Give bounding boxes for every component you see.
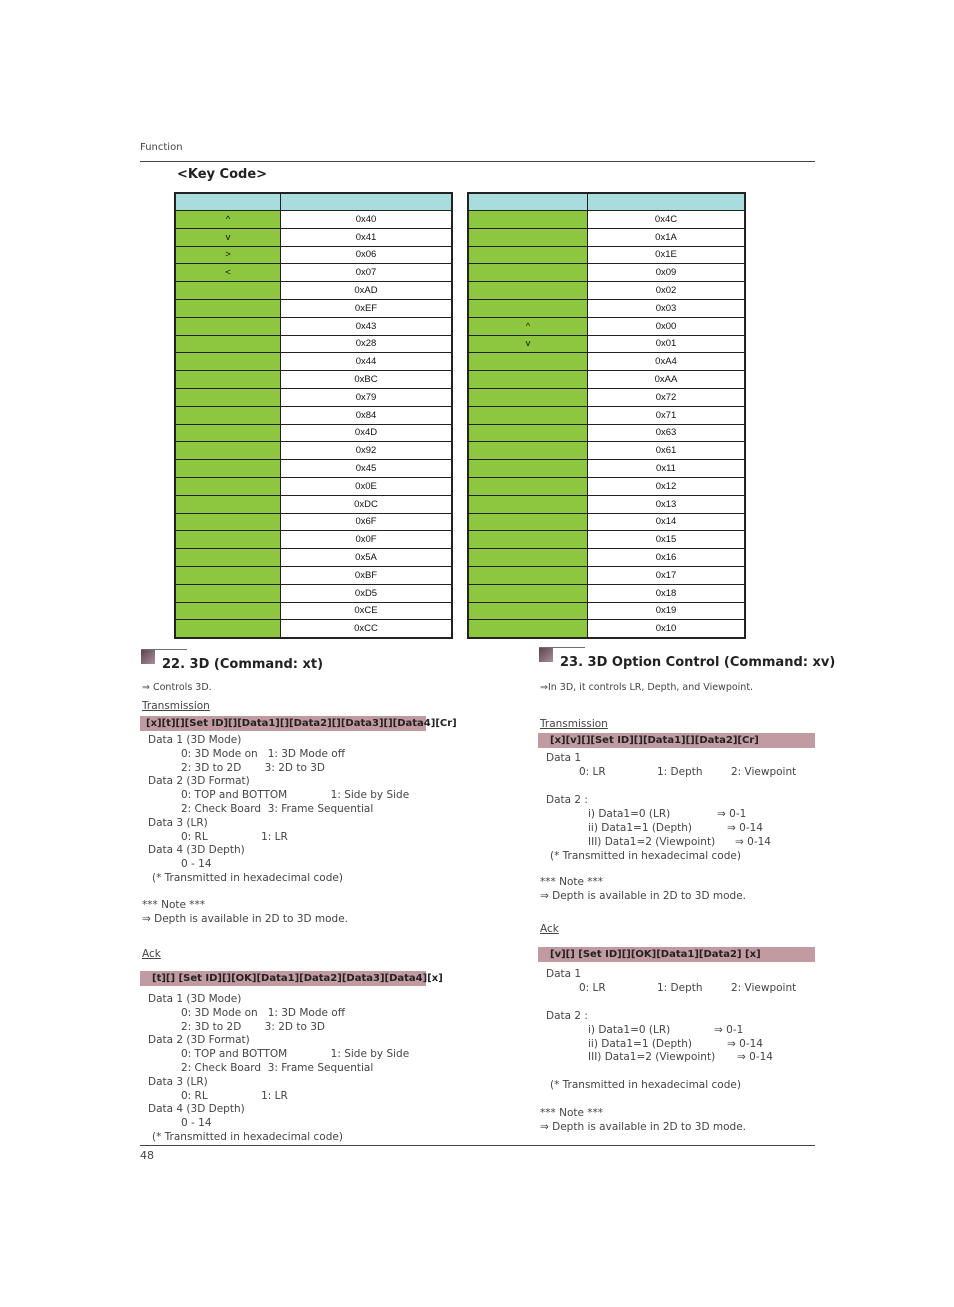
key-name-cell	[468, 424, 588, 442]
table-row	[468, 477, 745, 495]
key-name-cell	[175, 406, 281, 424]
table-row	[175, 602, 452, 620]
table-row	[468, 317, 745, 335]
table-row	[175, 282, 452, 300]
key-name-cell	[468, 353, 588, 371]
key-name-cell: ^	[468, 317, 588, 335]
section-23-ack-opt: 2: Viewpoint	[731, 982, 797, 994]
key-code-cell: 0x11	[588, 460, 746, 478]
section-23-tx-row-range: ⇒ 0-14	[727, 822, 763, 834]
key-code-cell: 0x71	[588, 406, 746, 424]
table-row	[468, 531, 745, 549]
section-23-ack-row-range: ⇒ 0-1	[714, 1024, 744, 1036]
section-23-ack-opt: 0: LR	[579, 982, 606, 994]
table-row	[468, 602, 745, 620]
table-row	[175, 531, 452, 549]
table-row	[468, 584, 745, 602]
section-23-transmission-label: Transmission	[540, 718, 608, 730]
detail-line: 0: 3D Mode on 1: 3D Mode off	[181, 747, 345, 760]
section-23-title: 23. 3D Option Control (Command: xv)	[560, 655, 836, 670]
detail-line: Data 1 (3D Mode)	[148, 734, 242, 746]
section-23-tx-row-label: III) Data1=2 (Viewpoint)	[588, 836, 716, 848]
key-code-cell: 0x13	[588, 495, 746, 513]
detail-line: Data 4 (3D Depth)	[148, 1103, 245, 1116]
section-23-note-text: ⇒ Depth is available in 2D to 3D mode.	[540, 890, 747, 902]
key-code-cell: 0xAA	[588, 371, 746, 389]
section-23-tx-command: [x][v][][Set ID][][Data1][][Data2][Cr]	[538, 733, 815, 748]
key-name-cell	[468, 477, 588, 495]
detail-line: 2: 3D to 2D 3: 2D to 3D	[181, 1020, 325, 1033]
key-name-cell	[175, 566, 281, 584]
key-code-cell: 0x28	[281, 335, 453, 353]
key-name-cell	[175, 531, 281, 549]
key-name-cell	[468, 549, 588, 567]
table-row	[468, 388, 745, 406]
key-name-cell: >	[175, 246, 281, 264]
page-number: 48	[140, 1149, 154, 1162]
key-name-cell	[468, 371, 588, 389]
table-row	[175, 335, 452, 353]
key-code-cell: 0x41	[281, 228, 453, 246]
key-name-cell	[175, 371, 281, 389]
section-23-tx-row-label: i) Data1=0 (LR)	[588, 808, 671, 820]
key-name-cell	[175, 353, 281, 371]
table-row	[175, 477, 452, 495]
key-name-cell	[175, 442, 281, 460]
key-name-cell	[468, 211, 588, 229]
detail-line: 0 - 14	[181, 1117, 212, 1130]
detail-line: 0: 3D Mode on 1: 3D Mode off	[181, 1006, 345, 1019]
key-name-cell	[175, 477, 281, 495]
key-name-cell	[175, 424, 281, 442]
table-row	[468, 371, 745, 389]
key-code-cell: 0x92	[281, 442, 453, 460]
section-22-transmission-label: Transmission	[142, 700, 210, 712]
section-23-desc: ⇒In 3D, it controls LR, Depth, and Viewpoint.	[540, 682, 754, 693]
table-row	[175, 513, 452, 531]
key-code-cell: 0x09	[588, 264, 746, 282]
detail-line: Data 1 (3D Mode)	[148, 993, 242, 1005]
section-23-ack-data2: Data 2 :	[546, 1010, 588, 1022]
key-code-table-left	[174, 192, 453, 639]
table-row	[175, 371, 452, 389]
section-23-ack-data1: Data 1	[546, 968, 582, 980]
table-row	[175, 211, 452, 229]
section-22-note-text: ⇒ Depth is available in 2D to 3D mode.	[142, 913, 349, 925]
running-header: Function	[140, 142, 183, 153]
key-code-cell: 0x16	[588, 549, 746, 567]
key-code-cell: 0x43	[281, 317, 453, 335]
key-name-cell	[468, 388, 588, 406]
table-header-cell	[281, 193, 453, 211]
key-code-cell: 0xCE	[281, 602, 453, 620]
key-code-cell: 0x12	[588, 477, 746, 495]
table-row	[468, 353, 745, 371]
table-row	[468, 211, 745, 229]
table-row	[175, 299, 452, 317]
table-row	[175, 442, 452, 460]
table-row	[175, 424, 452, 442]
detail-line: Data 2 (3D Format)	[148, 775, 250, 788]
key-code-cell: 0x03	[588, 299, 746, 317]
section-23-note2-title: *** Note ***	[540, 1107, 604, 1119]
section-23-tx-hex: (* Transmitted in hexadecimal code)	[550, 850, 741, 862]
table-row	[175, 228, 452, 246]
key-code-cell: 0x07	[281, 264, 453, 282]
key-name-cell	[175, 317, 281, 335]
section-23-ack-row-range: ⇒ 0-14	[737, 1051, 773, 1063]
key-name-cell	[468, 299, 588, 317]
footer-rule	[140, 1145, 815, 1146]
table-row	[175, 246, 452, 264]
detail-line: (* Transmitted in hexadecimal code)	[152, 1131, 343, 1143]
key-name-cell	[468, 246, 588, 264]
section-marker-icon	[141, 650, 155, 664]
section-23-tx-row-range: ⇒ 0-1	[717, 808, 747, 820]
key-name-cell	[175, 388, 281, 406]
key-name-cell	[175, 513, 281, 531]
key-name-cell: <	[175, 264, 281, 282]
key-code-cell: 0x0E	[281, 477, 453, 495]
key-name-cell	[468, 460, 588, 478]
key-name-cell	[468, 282, 588, 300]
key-name-cell	[175, 602, 281, 620]
key-code-cell: 0xDC	[281, 495, 453, 513]
table-row	[468, 228, 745, 246]
section-23-ack-row-range: ⇒ 0-14	[727, 1038, 763, 1050]
table-header-cell	[175, 193, 281, 211]
table-row	[175, 353, 452, 371]
table-row	[175, 584, 452, 602]
key-code-cell: 0x45	[281, 460, 453, 478]
table-row	[468, 424, 745, 442]
key-code-cell: 0x40	[281, 211, 453, 229]
section-marker-line	[141, 649, 187, 650]
key-name-cell: v	[468, 335, 588, 353]
key-code-cell: 0x00	[588, 317, 746, 335]
table-row	[175, 317, 452, 335]
key-name-cell	[175, 549, 281, 567]
section-23-ack-command: [v][] [Set ID][][OK][Data1][Data2] [x]	[538, 947, 815, 962]
key-code-cell: 0x84	[281, 406, 453, 424]
key-code-cell: 0xCC	[281, 620, 453, 638]
key-name-cell	[175, 495, 281, 513]
key-code-cell: 0x19	[588, 602, 746, 620]
key-code-cell: 0xBF	[281, 566, 453, 584]
detail-line: 0: RL 1: LR	[181, 830, 288, 843]
section-22-ack-label: Ack	[142, 948, 161, 960]
table-row	[175, 460, 452, 478]
detail-line: 0: RL 1: LR	[181, 1089, 288, 1102]
table-row	[468, 299, 745, 317]
key-code-cell: 0x61	[588, 442, 746, 460]
section-23-tx-opt: 0: LR	[579, 766, 606, 778]
table-row	[468, 549, 745, 567]
section-23-tx-opt: 2: Viewpoint	[731, 766, 797, 778]
section-23-note-title: *** Note ***	[540, 876, 604, 888]
key-name-cell: ^	[175, 211, 281, 229]
detail-line: 2: Check Board 3: Frame Sequential	[181, 1062, 374, 1074]
section-23-note2-text: ⇒ Depth is available in 2D to 3D mode.	[540, 1121, 747, 1133]
table-row	[468, 264, 745, 282]
table-row	[175, 264, 452, 282]
detail-line: Data 3 (LR)	[148, 816, 208, 829]
table-row	[175, 388, 452, 406]
section-22-title: 22. 3D (Command: xt)	[162, 657, 324, 672]
key-name-cell	[468, 566, 588, 584]
key-name-cell	[175, 460, 281, 478]
section-23-ack-row-label: III) Data1=2 (Viewpoint)	[588, 1051, 716, 1063]
section-23-tx-row-range: ⇒ 0-14	[735, 836, 771, 848]
key-name-cell: v	[175, 228, 281, 246]
key-name-cell	[468, 495, 588, 513]
table-header-cell	[468, 193, 588, 211]
key-code-cell: 0x72	[588, 388, 746, 406]
key-name-cell	[175, 335, 281, 353]
key-name-cell	[468, 531, 588, 549]
detail-line: 0: TOP and BOTTOM 1: Side by Side	[181, 789, 410, 802]
table-row	[175, 620, 452, 638]
table-row	[175, 495, 452, 513]
detail-line: 2: Check Board 3: Frame Sequential	[181, 803, 374, 815]
detail-line: 0: TOP and BOTTOM 1: Side by Side	[181, 1048, 410, 1061]
key-code-cell: 0x1A	[588, 228, 746, 246]
key-name-cell	[175, 299, 281, 317]
key-code-cell: 0x63	[588, 424, 746, 442]
key-name-cell	[175, 620, 281, 638]
detail-line: Data 3 (LR)	[148, 1075, 208, 1088]
table-row	[468, 495, 745, 513]
table-row	[468, 566, 745, 584]
table-row	[468, 335, 745, 353]
section-23-tx-data1: Data 1	[546, 752, 582, 764]
section-22-note-title: *** Note ***	[142, 899, 206, 911]
section-23-tx-row-label: ii) Data1=1 (Depth)	[588, 822, 693, 834]
table-row	[468, 442, 745, 460]
detail-line: 0 - 14	[181, 858, 212, 871]
key-code-cell: 0x6F	[281, 513, 453, 531]
key-code-cell: 0x17	[588, 566, 746, 584]
table-row	[468, 406, 745, 424]
key-code-cell: 0x01	[588, 335, 746, 353]
key-name-cell	[175, 584, 281, 602]
section-22-ack-command: [t][] [Set ID][][OK][Data1][Data2][Data3][Data4][x]	[140, 971, 426, 986]
key-code-cell: 0x10	[588, 620, 746, 638]
section-23-ack-opt: 1: Depth	[657, 982, 703, 994]
key-code-cell: 0x1E	[588, 246, 746, 264]
section-22-tx-command: [x][t][][Set ID][][Data1][][Data2][][Data3][][Data4][Cr]	[140, 716, 426, 731]
section-23-ack-hex: (* Transmitted in hexadecimal code)	[550, 1079, 741, 1091]
key-code-table-right	[467, 192, 746, 639]
key-code-cell: 0xD5	[281, 584, 453, 602]
table-row	[468, 246, 745, 264]
section-23-tx-data2: Data 2 :	[546, 794, 588, 806]
section-22-desc: ⇒ Controls 3D.	[142, 682, 212, 693]
table-row	[175, 406, 452, 424]
section-marker-icon	[539, 648, 553, 662]
key-code-title: <Key Code>	[177, 167, 268, 182]
header-rule	[140, 161, 815, 162]
key-code-cell: 0x44	[281, 353, 453, 371]
key-name-cell	[468, 406, 588, 424]
key-code-cell: 0x06	[281, 246, 453, 264]
key-code-cell: 0xA4	[588, 353, 746, 371]
table-row	[468, 460, 745, 478]
table-header-cell	[588, 193, 746, 211]
key-code-cell: 0x5A	[281, 549, 453, 567]
section-marker-line	[539, 647, 585, 648]
detail-line: Data 2 (3D Format)	[148, 1034, 250, 1047]
table-row	[175, 549, 452, 567]
key-code-cell: 0xEF	[281, 299, 453, 317]
key-name-cell	[468, 513, 588, 531]
section-23-ack-row-label: ii) Data1=1 (Depth)	[588, 1038, 693, 1050]
key-name-cell	[468, 264, 588, 282]
key-code-cell: 0x0F	[281, 531, 453, 549]
table-row	[468, 282, 745, 300]
key-code-cell: 0x79	[281, 388, 453, 406]
section-23-ack-row-label: i) Data1=0 (LR)	[588, 1024, 671, 1036]
key-name-cell	[468, 228, 588, 246]
key-code-cell: 0x14	[588, 513, 746, 531]
key-code-cell: 0x4D	[281, 424, 453, 442]
key-code-cell: 0x4C	[588, 211, 746, 229]
detail-line: (* Transmitted in hexadecimal code)	[152, 872, 343, 884]
key-name-cell	[468, 442, 588, 460]
table-row	[468, 513, 745, 531]
key-code-cell: 0x15	[588, 531, 746, 549]
table-row	[468, 620, 745, 638]
key-code-cell: 0x18	[588, 584, 746, 602]
table-row	[175, 566, 452, 584]
detail-line: Data 4 (3D Depth)	[148, 844, 245, 857]
key-name-cell	[468, 584, 588, 602]
key-name-cell	[468, 620, 588, 638]
section-23-tx-opt: 1: Depth	[657, 766, 703, 778]
section-23-ack-label: Ack	[540, 923, 559, 935]
key-code-cell: 0xBC	[281, 371, 453, 389]
key-code-cell: 0xAD	[281, 282, 453, 300]
detail-line: 2: 3D to 2D 3: 2D to 3D	[181, 761, 325, 774]
key-code-cell: 0x02	[588, 282, 746, 300]
key-name-cell	[468, 602, 588, 620]
key-name-cell	[175, 282, 281, 300]
